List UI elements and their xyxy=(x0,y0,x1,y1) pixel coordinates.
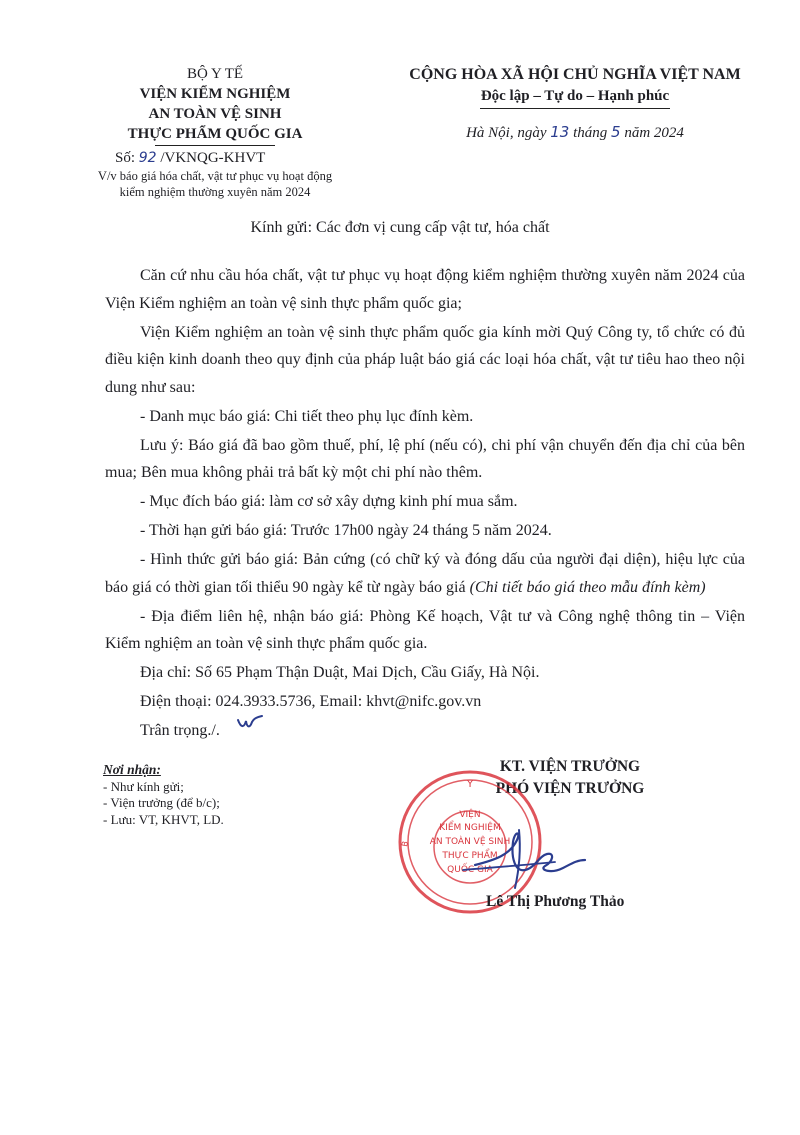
recipients-block xyxy=(103,762,224,828)
motto-rule xyxy=(480,108,670,109)
date-month: 5 xyxy=(611,123,621,141)
national-header xyxy=(380,64,770,142)
header-left-rule xyxy=(155,145,275,146)
seal-text-line2: KIỂM NGHIỆM xyxy=(439,823,501,833)
date-month-label: tháng xyxy=(573,125,608,141)
recipient-item: - Viện trưởng (để b/c); xyxy=(103,795,220,810)
format-italic-note: (Chi tiết báo giá theo mẫu đính kèm) xyxy=(469,578,706,596)
seal-text-line5: QUỐC GIA xyxy=(447,865,493,875)
paragraph-format xyxy=(105,546,745,601)
signer-title: PHÓ VIỆN TRƯỞNG xyxy=(495,780,645,797)
paragraph-closing: Trân trọng./. xyxy=(140,722,220,739)
date-year: năm 2024 xyxy=(624,125,684,141)
org-name-line2: AN TOÀN VỆ SINH xyxy=(148,106,282,122)
recipient-item: - Lưu: VT, KHVT, LD. xyxy=(103,811,224,827)
document-number xyxy=(60,148,370,168)
subject-line1: V/v báo giá hóa chất, vật tư phục vụ hoạt động xyxy=(97,169,333,183)
date-day: 13 xyxy=(550,123,570,141)
issue-date xyxy=(380,123,770,142)
seal-text-line4: THỰC PHẨM xyxy=(442,851,498,861)
recipients-heading: Nơi nhận: xyxy=(103,762,161,777)
recipient-item: - Như kính gửi; xyxy=(103,778,184,794)
signer-name: Lê Thị Phương Thảo xyxy=(486,893,625,910)
paragraph-purpose: - Mục đích báo giá: làm cơ sở xây dựng kinh phí mua sắm. xyxy=(140,493,518,510)
national-motto: Độc lập – Tự do – Hạnh phúc xyxy=(480,88,670,104)
paragraph-invitation: Viện Kiểm nghiệm an toàn vệ sinh thực phẩm quốc gia kính mời Quý Công ty, tổ chức có đủ điều kiện kinh doanh theo quy định của pháp luật báo giá các loại hóa chất, vật tư tiêu hao theo nội dung như sau: xyxy=(105,323,745,396)
format-text: - Hình thức gửi báo giá: Bản cứng (có chữ ký và đóng dấu của người đại diện), hiệu lực của báo giá có thời gian tối thiểu 90 ngày kể từ ngày báo giá xyxy=(105,551,745,596)
doc-no-handwritten: 92 xyxy=(138,150,157,166)
org-name-line3: THỰC PHẨM QUỐC GIA xyxy=(127,126,303,142)
addressee: Kính gửi: Các đơn vị cung cấp vật tư, hóa chất xyxy=(250,219,550,236)
doc-no-suffix: /VKNQG-KHVT xyxy=(160,150,266,166)
subject-line2: kiểm nghiệm thường xuyên năm 2024 xyxy=(119,185,311,199)
handwritten-signature-icon xyxy=(455,810,605,900)
paragraph-address: Địa chỉ: Số 65 Phạm Thận Duật, Mai Dịch, Cầu Giấy, Hà Nội. xyxy=(140,664,540,681)
doc-no-prefix: Số: xyxy=(115,150,136,166)
issuer-block xyxy=(60,64,370,200)
svg-text:B: B xyxy=(400,840,410,848)
paragraph-note: Lưu ý: Báo giá đã bao gồm thuế, phí, lệ phí (nếu có), chi phí vận chuyển đến địa chỉ của bên mua; Bên mua không phải trả bất kỳ một chi phí nào thêm. xyxy=(105,436,745,481)
paragraph-basis: Căn cứ nhu cầu hóa chất, vật tư phục vụ hoạt động kiểm nghiệm thường xuyên năm 2024 của Viện Kiểm nghiệm an toàn vệ sinh thực phẩm quốc gia; xyxy=(105,267,745,312)
seal-text-line1: VIỆN xyxy=(459,810,481,820)
letter-body xyxy=(105,262,745,746)
paragraph-phone-email: Điện thoại: 024.3933.5736, Email: khvt@nifc.gov.vn xyxy=(140,693,482,710)
initial-mark-icon xyxy=(235,712,265,732)
seal-text-line3: AN TOÀN VỆ SINH xyxy=(429,837,511,847)
paragraph-deadline: - Thời hạn gửi báo giá: Trước 17h00 ngày 24 tháng 5 năm 2024. xyxy=(140,522,552,539)
date-prefix: Hà Nội, ngày xyxy=(466,125,547,141)
country-name: CỘNG HÒA XÃ HỘI CHỦ NGHĨA VIỆT NAM xyxy=(409,66,741,83)
paragraph-contact-place: - Địa điểm liên hệ, nhận báo giá: Phòng Kế hoạch, Vật tư và Công nghệ thông tin – Viện Kiểm nghiệm an toàn vệ sinh thực phẩm quốc gia. xyxy=(105,607,745,652)
paragraph-catalog: - Danh mục báo giá: Chi tiết theo phụ lục đính kèm. xyxy=(140,407,474,425)
ministry-name: BỘ Y TẾ xyxy=(186,66,244,82)
seal-top-text: Y xyxy=(466,779,474,790)
org-name-line1: VIỆN KIỂM NGHIỆM xyxy=(139,86,291,102)
signer-authority: KT. VIỆN TRƯỞNG xyxy=(499,758,641,775)
